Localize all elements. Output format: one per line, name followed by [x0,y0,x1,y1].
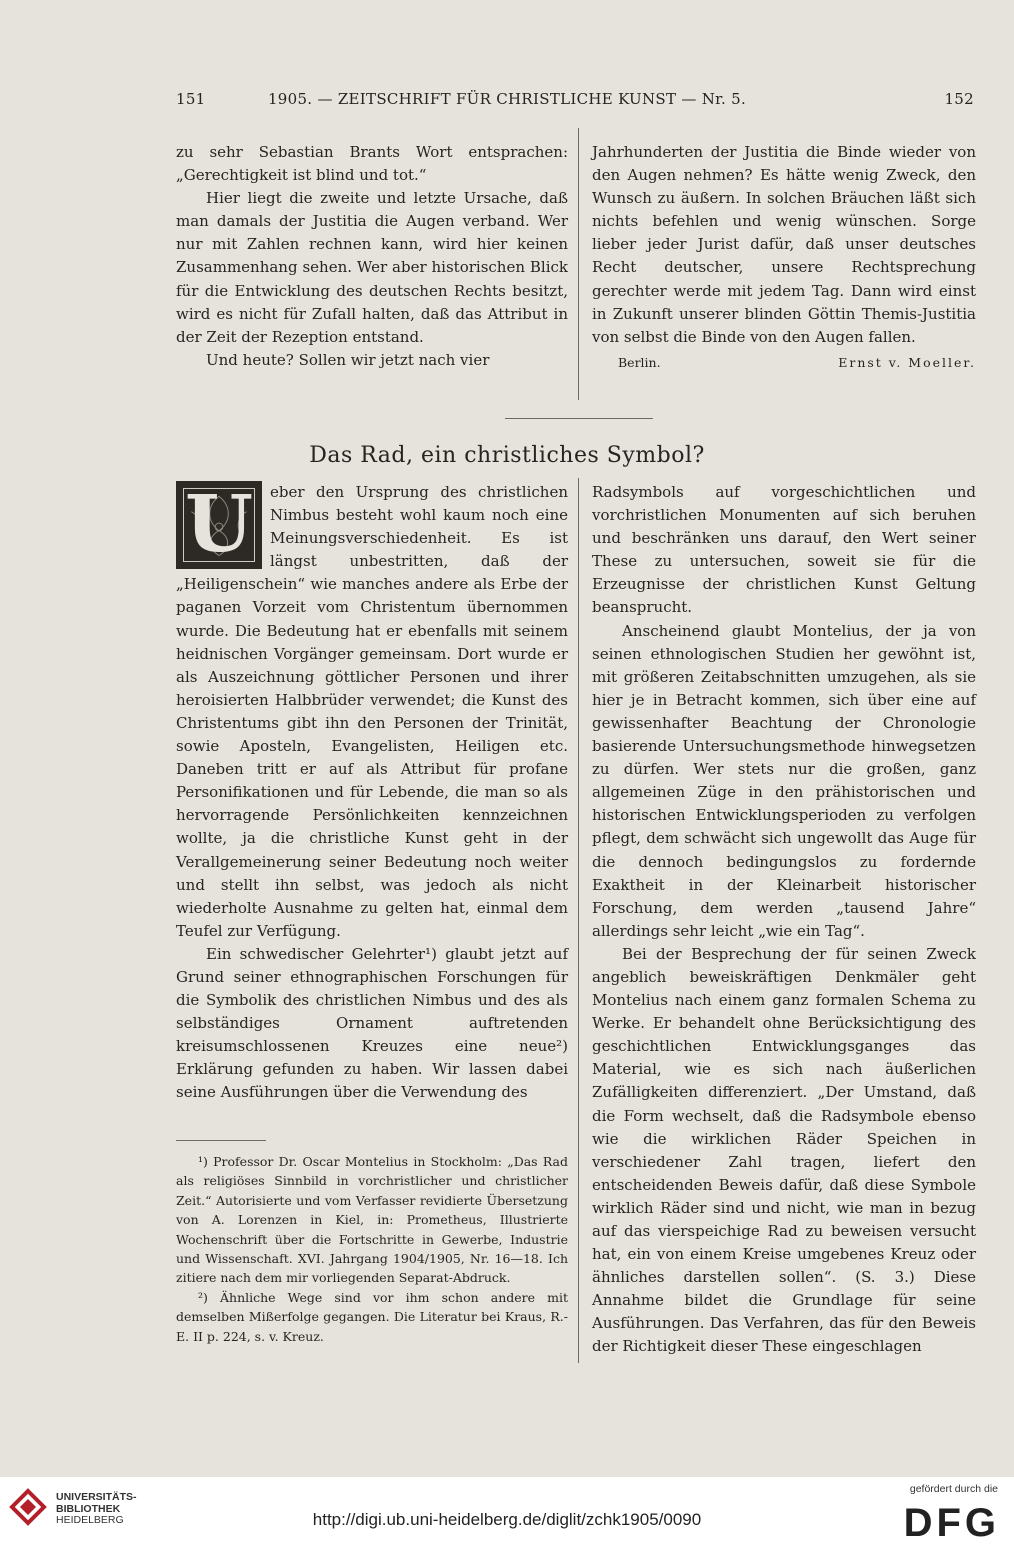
viewer-footer [0,1477,1014,1552]
column-divider [578,478,579,1363]
footnote: ²) Ähnliche Wege sind vor ihm schon andere mit demselben Mißerfolge gegangen. Die Literatur bei Kraus, R.-E. II p. 224, s. v. Kreuz. [176,1289,568,1344]
paragraph: Radsymbols auf vorgeschichtlichen und vorchristlichen Monumenten auf sich beruhen und beschränken uns darauf, den Wert seiner These zu untersuchen, soweit sie für die Erzeugnisse der christlichen Kunst Geltung beansprucht. [592,483,976,617]
footnotes [176,1152,568,1346]
page-number-left: 151 [176,90,206,108]
initial-letter: U [184,479,254,570]
section-separator [505,418,653,419]
column-left-bottom [176,481,568,1105]
column-left-top [176,141,568,372]
article-title: Das Rad, ein christliches Symbol? [309,443,705,468]
signature-author: Ernst v. Moeller. [838,354,976,370]
library-name-line: BIBLIOTHEK [56,1502,121,1515]
paragraph: eber den Ursprung des christlichen Nimbus besteht wohl kaum noch eine Meinungsverschiedenheit. Es ist längst unbestritten, daß der „Heiligenschein“ wie manches andere als Erbe der paganen Vorzeit vom Christentum übernommen wurde. Die Bedeutung hat er ebenfalls mit seinem heidnischen Vorgänger gemeinsam. Dort wurde er als Auszeichnung göttlicher Personen und ihrer heroisierten Halbbrüder verwendet; die Kunst des Christentums gibt ihn den Personen der Trinität, sowie Aposteln, Evangelisten, Heiligen etc. Daneben tritt er auf als Attribut für profane Personifikationen und für Lebende, die man so als hervorragende Persönlichkeiten kennzeichnen wollte, ja die christliche Kunst geht in der Verallgemeinerung seiner Bedeutung noch weiter und stellt ihn selbst, was jedoch als nicht wiederholte Ausnahme zu gelten hat, einmal dem Teufel zur Verfügung. [176,483,568,940]
paragraph: Hier liegt die zweite und letzte Ursache, daß man damals der Justitia die Augen verband. Wer nur mit Zahlen rechnen kann, wird hier keinen Zusammenhang sehen. Wer aber historischen Blick für die Entwicklung des deutschen Rechts besitzt, wird es nicht für Zufall halten, daß das Attribut in der Zeit der Rezeption entstand. [176,189,568,346]
source-url-link[interactable]: http://digi.ub.uni-heidelberg.de/diglit/zchk1905/0090 [312,1510,702,1529]
paragraph: Ein schwedischer Gelehrter¹) glaubt jetzt auf Grund seiner ethnographischen Forschungen für die Symbolik des christlichen Nimbus und des als selbständiges Ornament auftretenden kreisumschlossenen Kreuzes eine neue²) Erklärung gefunden zu haben. Wir lassen dabei seine Ausführungen über die Verwendung des [176,944,568,1102]
running-title: 1905. — ZEITSCHRIFT FÜR CHRISTLICHE KUNST — Nr. 5. [267,90,747,108]
column-right-top [592,141,976,374]
signature-place: Berlin. [618,354,661,370]
paragraph: zu sehr Sebastian Brants Wort entsprachen: „Gerechtigkeit ist blind und tot.“ [176,143,568,185]
footnote: ¹) Professor Dr. Oscar Montelius in Stockholm: „Das Rad als religiöses Sinnbild in vorchristlicher und christlicher Zeit.“ Autorisierte und vom Verfasser revidierte Übersetzung von A. Lorenzen in Kiel, in: Prometheus, Illustrierte Wochenschrift über die Fortschritte in Gewerbe, Industrie und Wissenschaft. XVI. Jahrgang 1904/1905, Nr. 16—18. Ich zitiere nach dem mir vorliegenden Separat-Abdruck. [176,1154,568,1286]
signature [592,351,976,374]
library-name-line: UNIVERSITÄTS- [56,1491,137,1503]
paragraph: Anscheinend glaubt Montelius, der ja von seinen ethnologischen Studien her gewöhnt ist, mit größeren Zeitabschnitten umzugehen, als sie hier je in Betracht kommen, sich über eine auf gewissenhafter Beachtung der Chronologie basierende Untersuchungsmethode hinwegsetzen zu dürfen. Wer stets nur die großen, ganz allgemeinen Züge in den prähistorischen und historischen Entwicklungsperioden zu verfolgen pflegt, dem schwächt sich ungewollt das Auge für die dennoch bedingungslos zu fordernde Exaktheit in der Kleinarbeit historischer Forschung, dem werden „tausend Jahre“ allerdings sehr leicht „wie ein Tag“. [592,621,976,940]
paragraph: Bei der Besprechung der für seinen Zweck angeblich beweiskräftigen Denkmäler geht Montelius nach einem ganz formalen Schema zu Werke. Er behandelt ohne Berücksichtigung des geschichtlichen Entwicklungsganges das Material, wie es sich nach äußerlichen Zufälligkeiten differenziert. „Der Umstand, daß die Form wechselt, daß die Radsymbole ebenso wie die wirklichen Räder Speichen in verschiedener Zahl tragen, liefert den entscheidenden Beweis dafür, daß diese Symbole wirklich Räder sind und nicht, wie man in bezug auf das vierspeichige Rad zu beweisen versucht hat, ein von einem Kreise umgebenes Kreuz oder ähnliches darstellen sollen“. (S. 3.) Diese Annahme bildet die Grundlage für seine Ausführungen. Das Verfahren, das für den Beweis der Richtigkeit dieser These eingeschlagen [592,944,976,1356]
paragraph: Jahrhunderten der Justitia die Binde wieder von den Augen nehmen? Es hätte wenig Zweck, den Wunsch zu äußern. In solchen Bräuchen läßt sich nichts befehlen und wenig wünschen. Sorge lieber jeder Jurist dafür, daß unser deutsches Recht deutscher, unsere Rechtsprechung gerechter werde mit jedem Tag. Dann wird einst in Zukunft unserer blinden Göttin Themis-Justitia von selbst die Binde von den Augen fallen. [592,143,976,346]
library-name-line: HEIDELBERG [56,1514,124,1526]
decorated-initial [176,481,262,569]
footnote-rule [176,1140,266,1141]
column-divider [578,128,579,400]
paragraph: Und heute? Sollen wir jetzt nach vier [206,350,490,369]
dfg-logo: DFG [903,1501,1000,1545]
column-right-bottom [592,481,976,1359]
funding-note: gefördert durch die [909,1483,998,1495]
page-number-right: 152 [944,90,974,108]
